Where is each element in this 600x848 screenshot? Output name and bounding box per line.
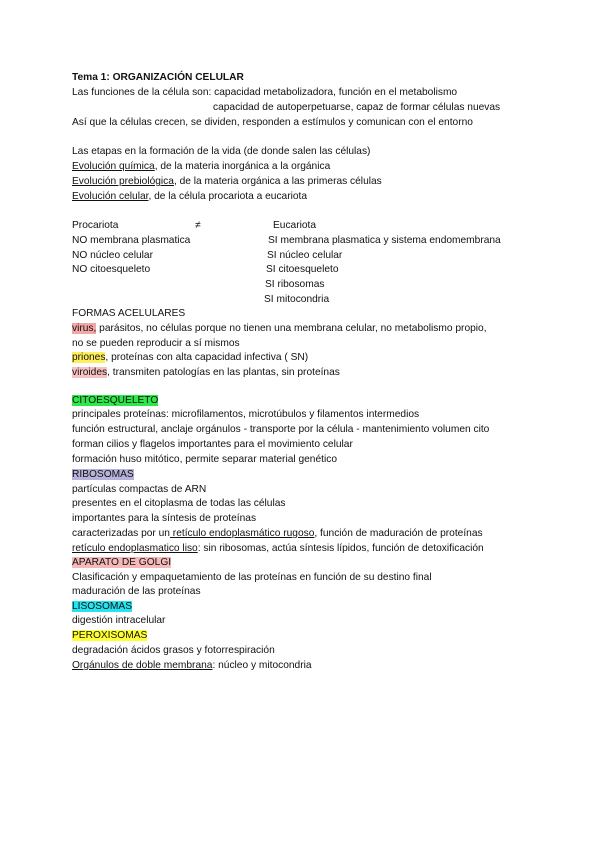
- viroides-desc: , transmiten patologías en las plantas, sin proteínas: [107, 367, 340, 378]
- peroxisomas-heading: [72, 629, 147, 642]
- etapa-item: [72, 160, 330, 173]
- ribosomas-line: importantes para la síntesis de proteínas: [72, 513, 257, 524]
- doble-membrana-line: [72, 659, 312, 672]
- eucariota-item: SI ribosomas: [265, 279, 325, 290]
- etapa-item: [72, 190, 307, 203]
- procariota-item: NO membrana plasmatica: [72, 235, 191, 246]
- etapa-item: [72, 175, 382, 188]
- eucariota-header: Eucariota: [273, 220, 317, 231]
- lisosomas-label: LISOSOMAS: [72, 601, 133, 612]
- intro-line-2: capacidad de autoperpetuarse, capaz de formar células nuevas: [213, 102, 501, 113]
- procariota-header: Procariota: [72, 220, 119, 231]
- etapa-term: Evolución química: [72, 161, 155, 172]
- eucariota-item: SI citoesqueleto: [266, 264, 339, 275]
- virus-line-2: no se pueden reproducir a sí mismos: [72, 338, 240, 349]
- virus-line: [72, 322, 487, 335]
- citoesqueleto-line: función estructural, anclaje orgánulos - transporte por la célula - mantenimiento volumen cito: [72, 424, 490, 435]
- doble-membrana-term: Orgánulos de doble membrana: [72, 660, 213, 671]
- liso-term: retículo endoplasmatico liso: [72, 543, 198, 554]
- golgi-heading: [72, 556, 171, 569]
- golgi-line: maduración de las proteínas: [72, 586, 201, 597]
- eucariota-item: SI mitocondria: [264, 294, 330, 305]
- ribosomas-heading: [72, 468, 134, 481]
- doble-membrana-desc: : núcleo y mitocondria: [212, 660, 312, 671]
- citoesqueleto-line: principales proteínas: microfilamentos, microtúbulos y filamentos intermedios: [72, 409, 420, 420]
- lisosomas-line: digestión intracelular: [72, 615, 166, 626]
- citoesqueleto-line: formación huso mitótico, permite separar material genético: [72, 454, 337, 465]
- procariota-item: NO citoesqueleto: [72, 264, 151, 275]
- etapas-heading: Las etapas en la formación de la vida (de donde salen las células): [72, 146, 371, 157]
- rugoso-term: retículo endoplasmático rugoso: [169, 528, 315, 539]
- lisosomas-heading: [72, 600, 132, 613]
- liso-line: [72, 542, 484, 555]
- viroides-term: viroides: [72, 367, 108, 378]
- priones-desc: , proteínas con alta capacidad infectiva ( SN): [105, 352, 309, 363]
- procariota-item: NO núcleo celular: [72, 250, 153, 261]
- golgi-label: APARATO DE GOLGI: [72, 557, 172, 568]
- page-title: Tema 1: ORGANIZACIÓN CELULAR: [72, 72, 244, 83]
- priones-term: priones: [72, 352, 106, 363]
- golgi-line: Clasificación y empaquetamiento de las proteínas en función de su destino final: [72, 572, 432, 583]
- priones-line: [72, 351, 308, 364]
- virus-term: virus,: [72, 323, 97, 334]
- ribosomas-line: presentes en el citoplasma de todas las células: [72, 498, 286, 509]
- ribosomas-line: partículas compactas de ARN: [72, 484, 207, 495]
- viroides-line: [72, 366, 340, 379]
- peroxisomas-label: PEROXISOMAS: [72, 630, 148, 641]
- intro-line-1: Las funciones de la célula son: capacidad metabolizadora, función en el metabolismo: [72, 87, 458, 98]
- liso-desc: : sin ribosomas, actúa síntesis lípidos, función de detoxificación: [197, 543, 484, 554]
- rugoso-intro: caracterizadas por un: [72, 528, 170, 539]
- virus-desc: parásitos, no células porque no tienen una membrana celular, no metabolismo propio,: [96, 323, 487, 334]
- etapa-term: Evolución celular: [72, 191, 149, 202]
- eucariota-item: SI núcleo celular: [267, 250, 343, 261]
- rugoso-line: [72, 527, 483, 540]
- rugoso-desc: , función de maduración de proteínas: [314, 528, 483, 539]
- etapa-term: Evolución prebiológica: [72, 176, 174, 187]
- citoesqueleto-line: forman cilios y flagelos importantes para el movimiento celular: [72, 439, 353, 450]
- ribosomas-label: RIBOSOMAS: [72, 469, 134, 480]
- eucariota-item: SI membrana plasmatica y sistema endomembrana: [268, 235, 501, 246]
- etapa-desc: , de la materia inorgánica a la orgánica: [154, 161, 331, 172]
- acelulares-heading: FORMAS ACELULARES: [72, 308, 186, 319]
- not-equal-symbol: ≠: [195, 220, 201, 231]
- peroxisomas-line: degradación ácidos grasos y fotorrespiración: [72, 645, 275, 656]
- etapa-desc: , de la materia orgánica a las primeras células: [173, 176, 382, 187]
- etapa-desc: , de la célula procariota a eucariota: [148, 191, 308, 202]
- intro-line-3: Así que la células crecen, se dividen, responden a estímulos y comunican con el entorno: [72, 117, 473, 128]
- citoesqueleto-heading: [72, 394, 158, 407]
- citoesqueleto-label: CITOESQUELETO: [72, 395, 159, 406]
